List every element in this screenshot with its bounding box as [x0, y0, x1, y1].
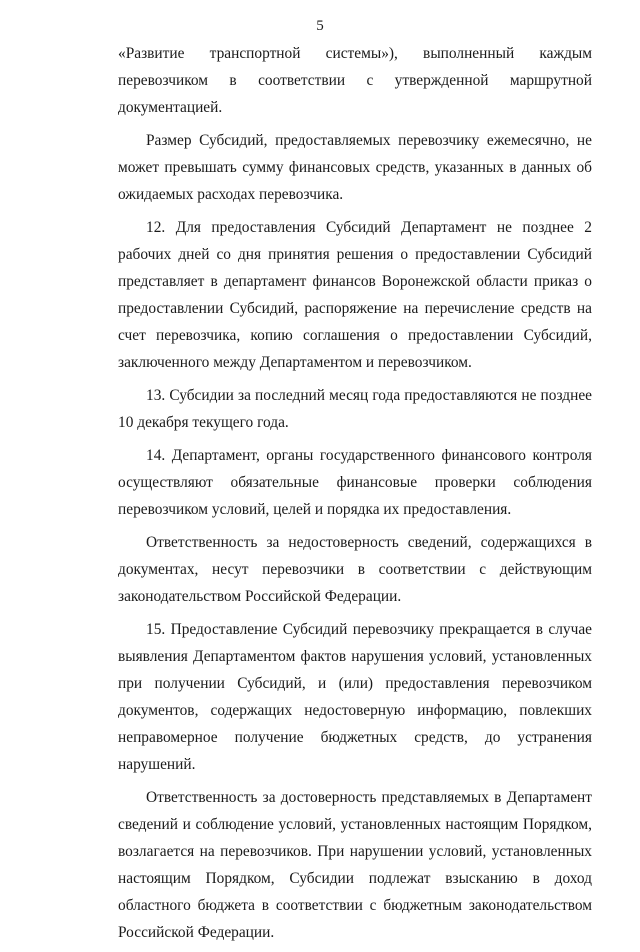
document-body	[118, 40, 592, 952]
page-number: 5	[316, 18, 324, 34]
paragraph-15: 15. Предоставление Субсидий перевозчику прекращается в случае выявления Департаментом фактов нарушения условий, установленных при получении Субсидий, и (или) предоставления перевозчиком документов, содержащих недостоверную информацию, повлекших неправомерное получение бюджетных средств, до устранения нарушений.	[118, 621, 592, 773]
paragraph-12: 12. Для предоставления Субсидий Департамент не позднее 2 рабочих дней со дня принятия решения о предоставлении Субсидий представляет в департамент финансов Воронежской области приказ о предоставлении Субсидий, распоряжение на перечисление средств на счет перевозчика, копию соглашения о предоставлении Субсидий, заключенного между Департаментом и перевозчиком.	[118, 219, 592, 371]
paragraph-13: 13. Субсидии за последний месяц года предоставляются не позднее 10 декабря текущего года.	[118, 387, 592, 431]
paragraph-responsibility-conditions: Ответственность за достоверность представляемых в Департамент сведений и соблюдение условий, установленных настоящим Порядком, возлагается на перевозчиков. При нарушении условий, установленных настоящим Порядком, Субсидии подлежат взысканию в доход областного бюджета в соответствии с бюджетным законодательством Российской Федерации.	[118, 789, 592, 941]
paragraph-continuation: «Развитие транспортной системы»), выполненный каждым перевозчиком в соответствии с утвержденной маршрутной документацией.	[118, 45, 592, 116]
paragraph-subsidy-limit: Размер Субсидий, предоставляемых перевозчику ежемесячно, не может превышать сумму финансовых средств, указанных в данных об ожидаемых расходах перевозчика.	[118, 132, 592, 203]
paragraph-responsibility-docs: Ответственность за недостоверность сведений, содержащихся в документах, несут перевозчики в соответствии с действующим законодательством Российской Федерации.	[118, 534, 592, 605]
paragraph-14: 14. Департамент, органы государственного финансового контроля осуществляют обязательные финансовые проверки соблюдения перевозчиком условий, целей и порядка их предоставления.	[118, 447, 592, 518]
